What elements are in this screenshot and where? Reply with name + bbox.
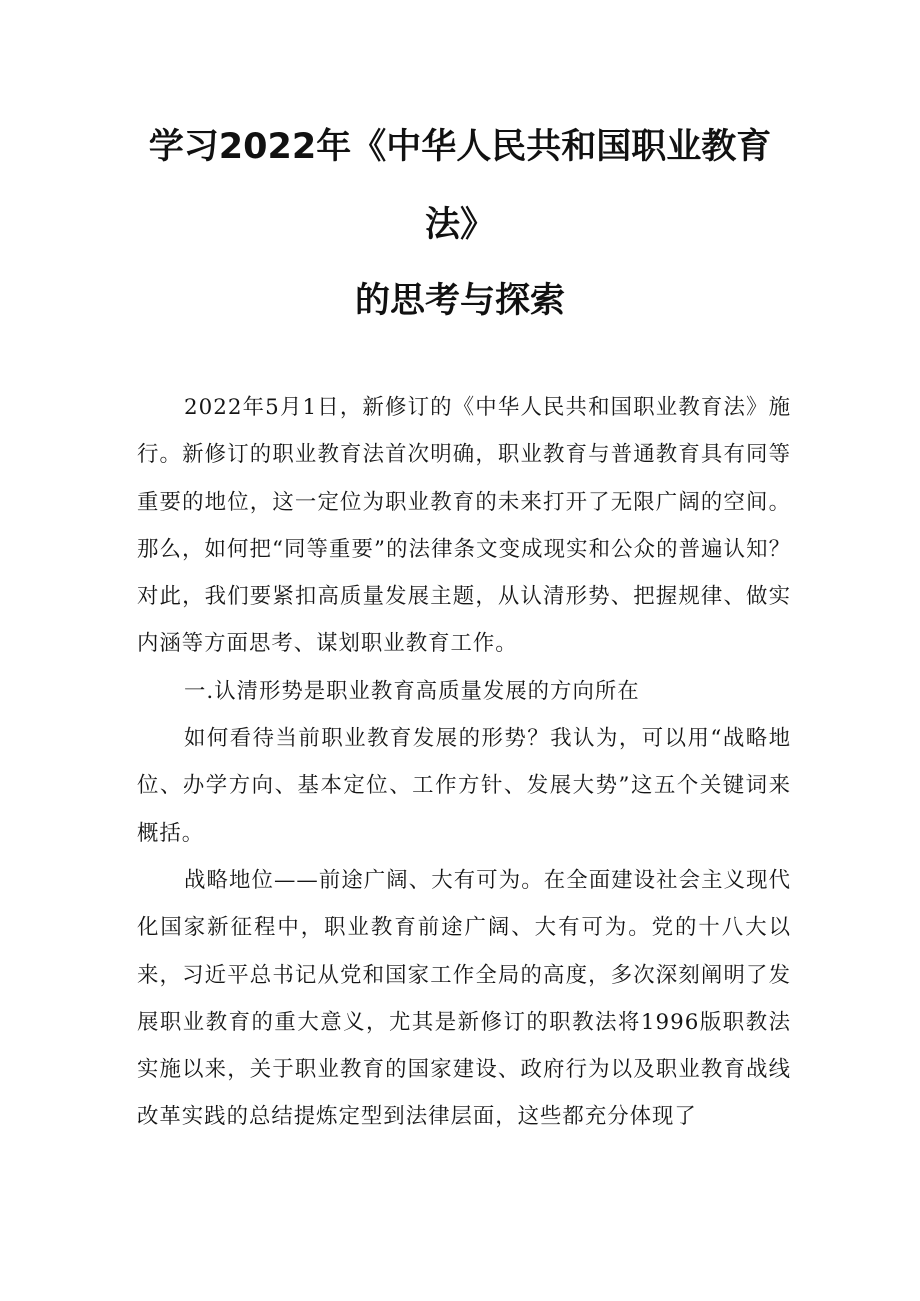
- document-title-line-2: 法》: [424, 205, 495, 245]
- document-title-line-3: 的思考与探索: [354, 281, 565, 321]
- section-heading-1: 一.认清形势是职业教育高质量发展的方向所在: [184, 678, 640, 704]
- document-title-line-1: 学习2022年《中华人民共和国职业教育: [148, 127, 772, 167]
- paragraph-situation: 如何看待当前职业教育发展的形势？我认为，可以用“战略地位、办学方向、基本定位、工作方针、发展大势”这五个关键词来概括。: [137, 726, 791, 846]
- paragraph-strategic-position: 战略地位——前途广阔、大有可为。在全面建设社会主义现代化国家新征程中，职业教育前途广阔、大有可为。党的十八大以来，习近平总书记从党和国家工作全局的高度，多次深刻阐明了发展职业教育的重大意义，尤其是新修订的职教法将1996版职教法实施以来，关于职业教育的国家建设、政府行为以及职业教育战线改革实践的总结提炼定型到法律层面，这些都充分体现了: [137, 867, 791, 1130]
- paragraph-intro: 2022年5月1日，新修订的《中华人民共和国职业教育法》施行。新修订的职业教育法首次明确，职业教育与普通教育具有同等重要的地位，这一定位为职业教育的未来打开了无限广阔的空间。那么，如何把“同等重要”的法律条文变成现实和公众的普遍认知？对此，我们要紧扣高质量发展主题，从认清形势、把握规律、做实内涵等方面思考、谋划职业教育工作。: [137, 395, 791, 657]
- document-body: [137, 384, 791, 1141]
